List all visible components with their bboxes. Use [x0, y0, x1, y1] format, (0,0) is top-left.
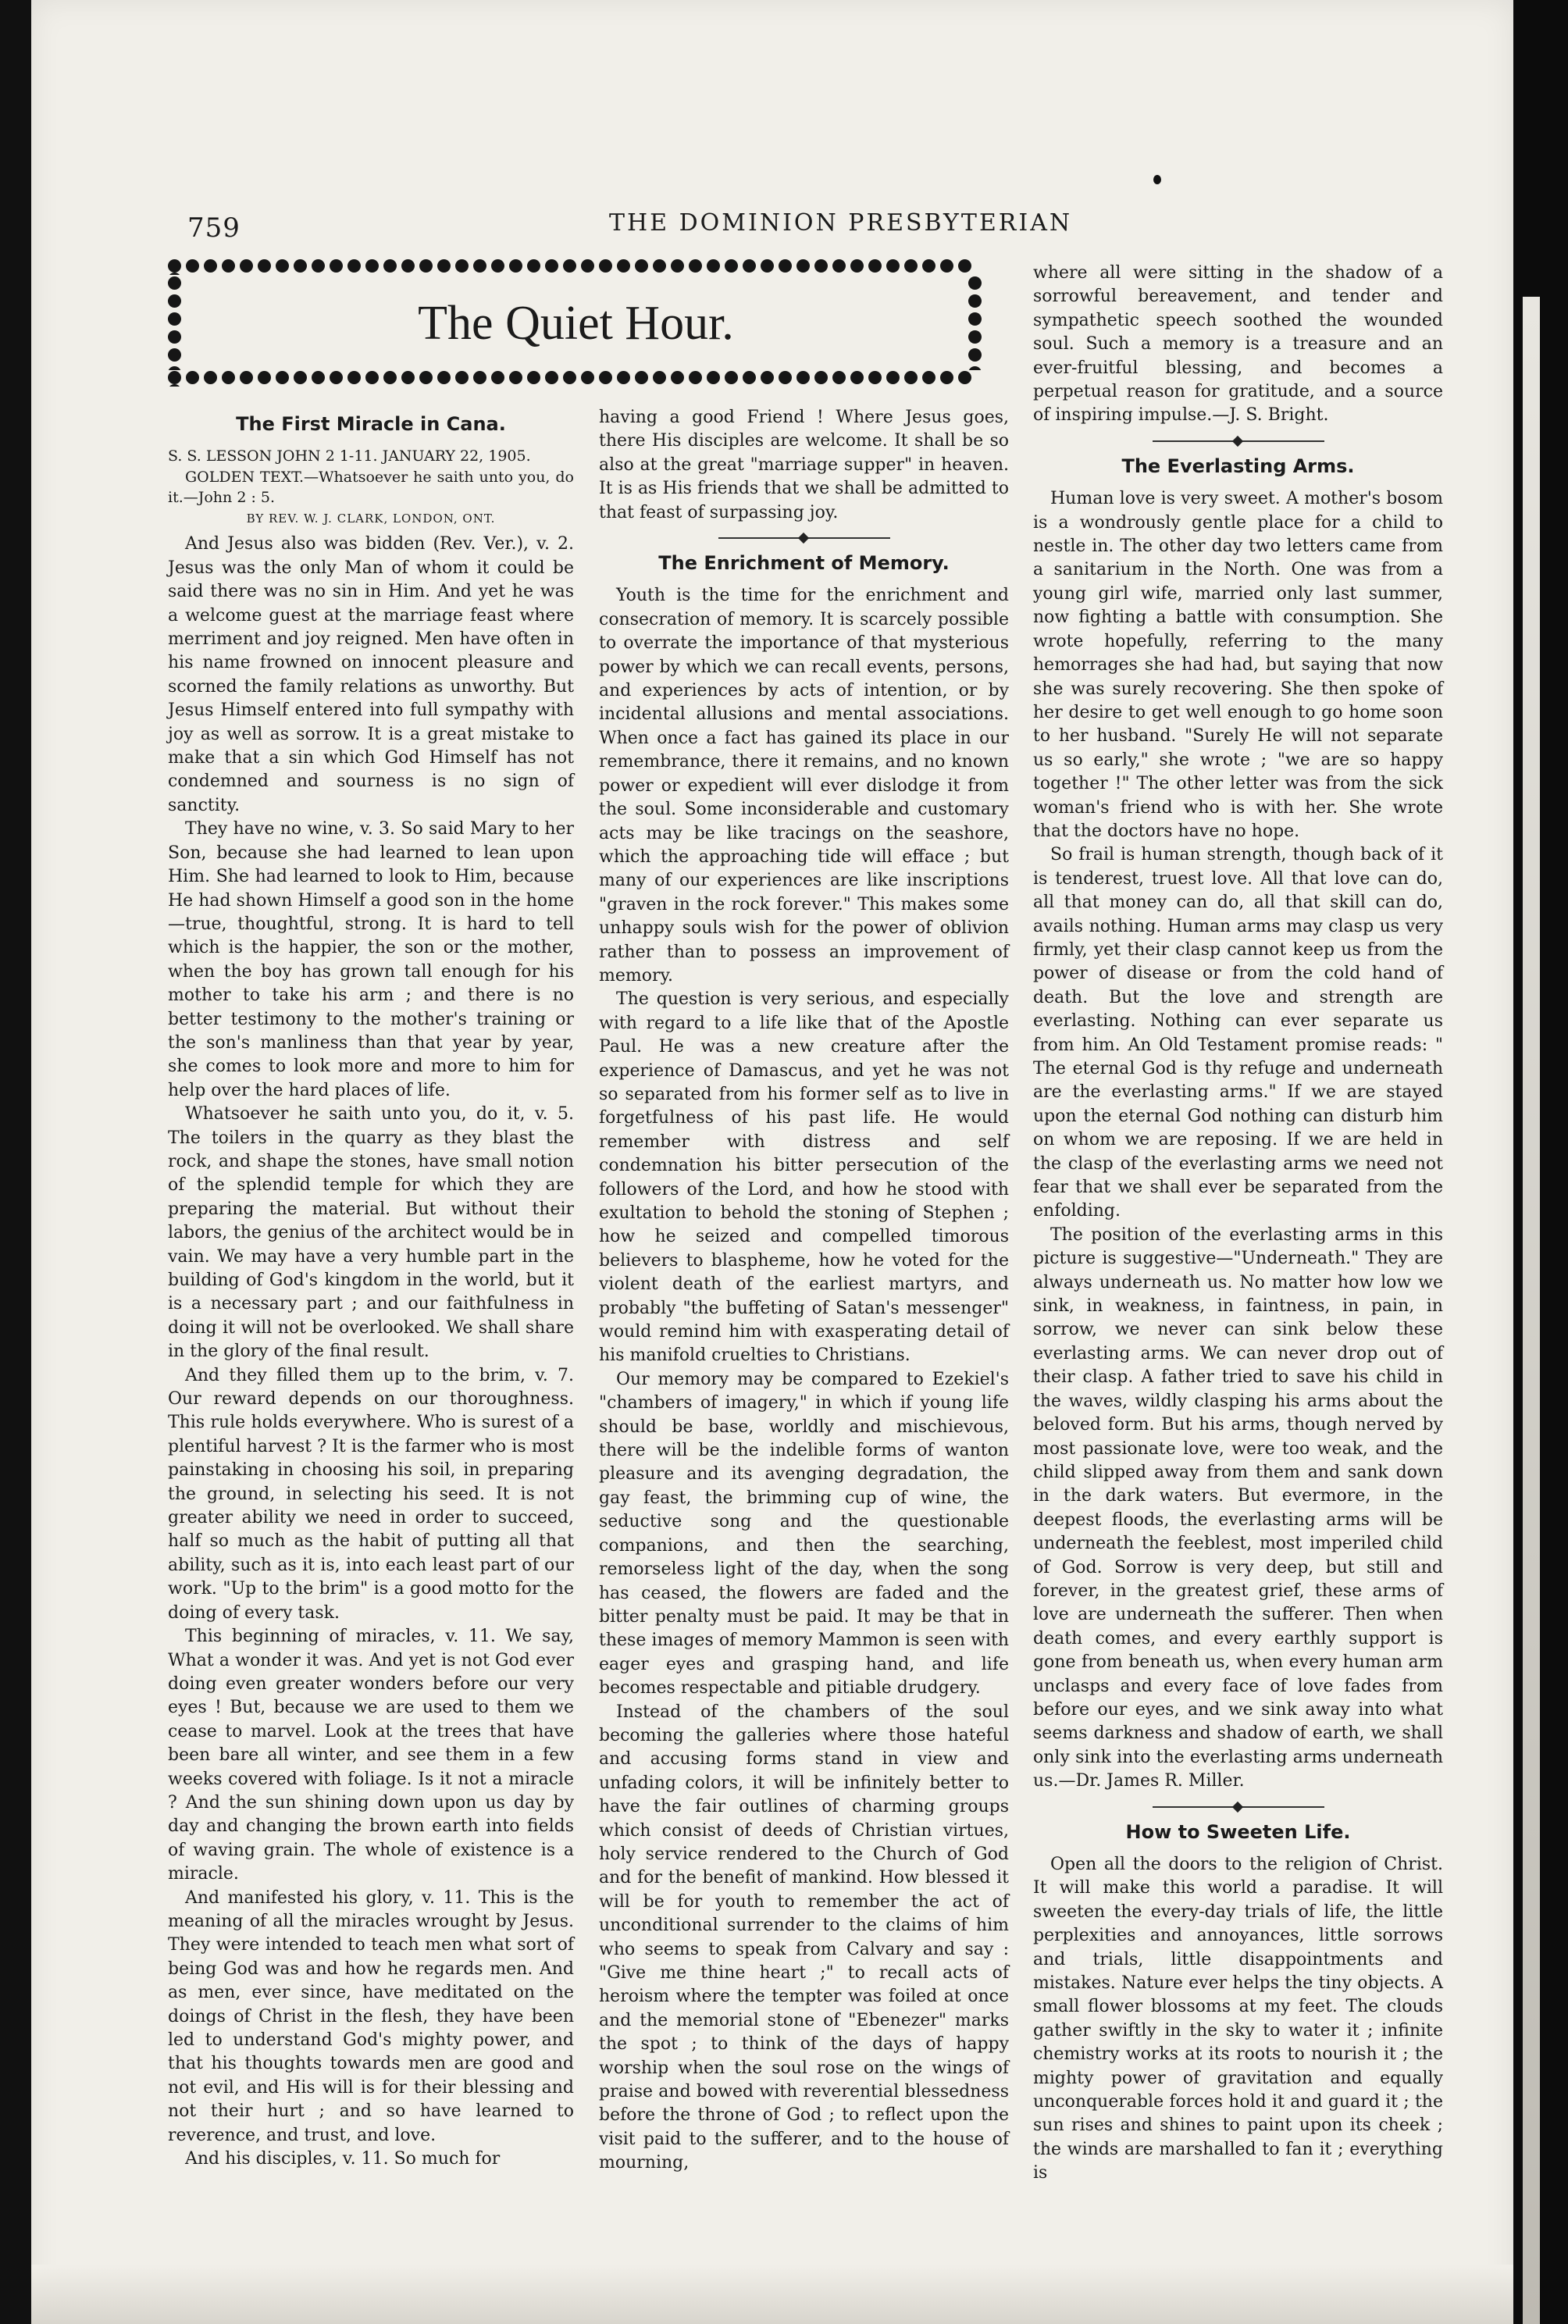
- border-dot: [455, 371, 469, 384]
- border-dot: [563, 259, 576, 273]
- paragraph: And manifested his glory, v. 11. This is the meaning of all the miracles wrought by Jesus. They were intended to teach men what sort of being God was and how he regards men. And as men, ever since, have meditated on the doings of Christ in the flesh, they have been led to understand God's mighty power, and that his thoughts towards men are good and not evil, and His will is for their blessing and not their hurt ; and so have learned to reverence, and trust, and love.: [168, 1887, 574, 2145]
- paragraph: And Jesus also was bidden (Rev. Ver.), v. 2. Jesus was the only Man of whom it could be said there was no sin in Him. And yet he was a welcome guest at the marriage feast where merriment and joy reigned. Men have often in his name frowned on innocent pleasure and scorned the family relations as unworthy. But Jesus Himself entered into full sympathy with joy as well as sorrow. It is a great mistake to make that a sin which God Himself has not condemned and sourness is no sign of sanctity.: [168, 534, 574, 815]
- border-dot: [796, 371, 810, 384]
- article-heading-sweeten-life: How to Sweeten Life.: [1125, 1820, 1351, 1843]
- paragraph: This beginning of miracles, v. 11. We say, What a wonder it was. And yet is not God ever doing even greater wonders before our very eyes ! But, because we are used to them we cease to marvel. Look at the trees that have been bare all winter, and see them in a few weeks covered with foliage. Is it not a miracle ? And the sun shining down upon us day by day and changing the brown earth into fields of waving grain. The whole of existence is a miracle.: [168, 1627, 574, 1884]
- border-dot: [330, 259, 343, 273]
- border-dot: [491, 259, 504, 273]
- scan-bottom-edge: [31, 2265, 1513, 2324]
- border-dot: [832, 259, 846, 273]
- border-dot: [473, 259, 486, 273]
- border-dot: [968, 348, 982, 362]
- border-dot: [761, 259, 774, 273]
- border-dot: [958, 259, 971, 273]
- border-dot: [509, 259, 522, 273]
- border-dot: [168, 366, 181, 370]
- border-dot: [491, 371, 504, 384]
- border-dot: [743, 259, 756, 273]
- border-dot: [240, 371, 253, 384]
- border-dot: [419, 371, 433, 384]
- paragraph: Instead of the chambers of the soul becoming the galleries where those hateful and accusing forms stand in view and unfading colors, it will be infinitely better to have the fair outlines of charming groups which consist of deeds of Christian virtues, holy service rendered to the Church of God and for the benefit of mankind. How blessed it will be for youth to remember the act of unconditional surrender to the claims of him who seems to speak from Calvary and say : "Give me thine heart ;" to recall acts of heroism where the tempter was foiled at once and the memorial stone of "Ebenezer" marks the spot ; to think of the days of happy worship when the soul rose on the wings of praise and bowed with reverential blessedness before the throne of God ; to reflect upon the visit paid to the sufferer, and to the house of mourning,: [599, 1702, 1009, 2173]
- border-dot: [707, 371, 720, 384]
- border-dot: [186, 371, 199, 384]
- border-dot: [814, 259, 828, 273]
- border-dot: [653, 259, 666, 273]
- border-dot: [581, 371, 594, 384]
- column-2: [599, 406, 1009, 2176]
- paragraph: Our memory may be compared to Ezekiel's "chambers of imagery," in which if young life should be base, worldly and mischievous, there will be the indelible forms of wanton pleasure and its avenging degradation, the gay feast, the brimming cup of wine, the seductive song and the questionable companions, and then the searching, remorseless light of the day, when the song has ceased, the flowers are faded and the bitter penalty must be paid. It may be that in these images of memory Mammon is seen with eager eyes and grasping hand, and life becomes respectable and pitiable drudgery.: [599, 1369, 1009, 1698]
- border-dot: [347, 371, 361, 384]
- border-dot: [258, 371, 271, 384]
- border-dot: [886, 259, 900, 273]
- paragraph: And his disciples, v. 11. So much for: [185, 2149, 501, 2169]
- border-dot: [276, 259, 289, 273]
- border-dot: [707, 259, 720, 273]
- paragraph-continuation: having a good Friend ! Where Jesus goes, there His disciples are welcome. It shall be so also at the great "marriage supper" in heaven. It is as His friends that we shall be admitted to that feast of surpassing joy.: [599, 408, 1009, 522]
- border-dot: [437, 371, 451, 384]
- paragraph: The position of the everlasting arms in this picture is suggestive—"Underneath." They are always underneath us. No matter how low we sink, in weakness, in faintness, in pain, in sorrow, we never can sink below these everlasting arms. We can never drop out of their clasp. A father tried to save his child in the waves, wildly clasping his arms about the beloved form. But his arms, though nerved by most passionate love, were too weak, and the child slipped away from them and sank down in the dark waters. But evermore, in the deepest floods, the everlasting arms will be underneath the feeblest, most imperiled child of God. Sorrow is very deep, but still and forever, in the greatest grief, these arms of love are underneath the sufferer. Then when death comes, and every earthly support is gone from beneath us, when every human arm unclasps and every face of love fades from before our eyes, and we sink away into what seems darkness and shadow of earth, we shall only sink into the everlasting arms underneath us.—Dr. James R. Miller.: [1033, 1224, 1443, 1791]
- border-dot: [527, 371, 540, 384]
- border-dot: [509, 371, 522, 384]
- border-dot: [365, 371, 379, 384]
- border-dot: [545, 259, 558, 273]
- border-dot: [868, 371, 882, 384]
- border-dot: [617, 371, 630, 384]
- border-dot: [599, 259, 612, 273]
- column-3: [1033, 262, 1443, 2186]
- border-dot: [168, 330, 181, 344]
- paragraph: So frail is human strength, though back of it is tenderest, truest love. All that love can do, all that money can do, all that skill can do, avails nothing. Human arms may clasp us very firmly, yet their clasp cannot keep us from the power of disease or from the cold hand of death. But the love and strength are everlasting. Nothing can ever separate us from him. An Old Testament promise reads: " The eternal God is thy refuge and underneath are the everlasting arms." If we are stayed upon the eternal God nothing can disturb him on whom we are reposing. If we are held in the clasp of the everlasting arms we need not fear that we shall ever be separated from the enfolding.: [1033, 845, 1443, 1221]
- border-dot: [968, 366, 982, 370]
- border-dot: [850, 259, 864, 273]
- paragraph: The question is very serious, and especially with regard to a life like that of the Apostle Paul. He was a new creature after the experience of Damascus, and yet he was not so separated from his former self as to live in forgetfulness of his past life. He would remember with distress and self condemnation his bitter persecution of the followers of the Lord, and how he stood with exultation to behold the stoning of Stephen ; how he seized and compelled timorous believers to blaspheme, how he voted for the violent death of the earliest martyrs, and probably "the buffeting of Satan's messenger" would remind him with exasperating detail of his manifold cruelties to Christians.: [599, 989, 1009, 1366]
- border-dot: [204, 371, 217, 384]
- border-dot: [671, 371, 684, 384]
- border-dot: [940, 259, 953, 273]
- border-dot: [240, 259, 253, 273]
- border-dot: [599, 371, 612, 384]
- border-dot: [222, 371, 235, 384]
- border-dot: [940, 371, 953, 384]
- border-dot: [347, 259, 361, 273]
- border-dot: [814, 371, 828, 384]
- border-dot: [689, 259, 702, 273]
- paragraph: Youth is the time for the enrichment and consecration of memory. It is scarcely possible to overrate the importance of that mysterious power by which we can recall events, persons, and experiences by acts of intention, or by incidental allusions and mental associations. When once a fact has gained its place in our remembrance, there it remains, and no known power or expedient will ever dislodge it from the soul. Some inconsiderable and customary acts may be like tracings on the seashore, which the approaching tide will efface ; but many of our experiences are like inscriptions "graven in the rock forever." This makes some unhappy souls wish for the power of oblivion rather than to possess an improvement of memory.: [599, 586, 1009, 986]
- border-dot: [581, 259, 594, 273]
- ornamental-rule: [1153, 440, 1324, 442]
- border-dot: [832, 371, 846, 384]
- border-dot: [886, 371, 900, 384]
- border-dot: [617, 259, 630, 273]
- ornamental-rule: [718, 537, 890, 539]
- border-dot: [671, 259, 684, 273]
- border-dot: [725, 259, 738, 273]
- lesson-reference: S. S. LESSON JOHN 2 1-11. JANUARY 22, 1905.: [168, 447, 531, 465]
- border-dot: [958, 371, 971, 384]
- border-dot: [473, 371, 486, 384]
- section-banner: [168, 259, 984, 387]
- border-dot: [168, 294, 181, 308]
- border-dot: [779, 371, 792, 384]
- paragraph: They have no wine, v. 3. So said Mary to her Son, because she had learned to lean upon Him. She had learned to look to Him, because He had shown Himself a good son in the home—true, thoughtful, strong. It is hard to tell which is the happier, the son or the mother, when the boy has grown tall enough for his mother to take his arm ; and there is no better testimony to the mother's training or the son's manliness than that year by year, she comes to look more and more to him for help over the hard places of life.: [168, 819, 574, 1100]
- border-dot: [312, 259, 325, 273]
- article-heading-everlasting-arms: The Everlasting Arms.: [1121, 454, 1355, 477]
- border-dot: [365, 259, 379, 273]
- paragraph: Human love is very sweet. A mother's bosom is a wondrously gentle place for a child to nestle in. The other day two letters came from a sanitarium in the North. One was from a young girl wife, married only last summer, now fighting a battle with consumption. She wrote hopefully, referring to the many hemorrages she had had, but saying that now she was surely recovering. She then spoke of her desire to get well enough to go home soon to her husband. "Surely He will not separate us so early," she wrote ; "we are so happy together !" The other letter was from the sick woman's friend who is with her. She wrote that the doctors have no hope.: [1033, 489, 1443, 841]
- border-dot: [796, 259, 810, 273]
- byline: BY REV. W. J. CLARK, LONDON, ONT.: [246, 511, 496, 526]
- border-dot: [330, 371, 343, 384]
- border-dot: [904, 371, 918, 384]
- border-dot: [653, 371, 666, 384]
- border-dot: [437, 259, 451, 273]
- border-dot: [258, 259, 271, 273]
- border-dot: [850, 371, 864, 384]
- border-dot: [904, 259, 918, 273]
- border-dot: [922, 371, 935, 384]
- banner-dot-border-bottom: [168, 371, 984, 387]
- border-dot: [168, 371, 181, 384]
- banner-dot-border-top: [168, 259, 984, 275]
- banner-dot-border-left: [168, 276, 184, 370]
- ink-speck: [1153, 175, 1161, 184]
- paragraph: And they filled them up to the brim, v. 7. Our reward depends on our thoroughness. This rule holds everywhere. Who is surest of a plentiful harvest ? It is the farmer who is most painstaking in choosing his soil, in preparing the ground, in selecting his seed. It is not greater ability we need in order to succeed, half so much as the habit of putting all that ability, such as it is, into each least part of our work. "Up to the brim" is a good motto for the doing of every task.: [168, 1365, 574, 1623]
- border-dot: [761, 371, 774, 384]
- section-title: The Quiet Hour.: [418, 297, 734, 350]
- border-dot: [527, 259, 540, 273]
- running-head: THE DOMINION PRESBYTERIAN: [609, 209, 1073, 237]
- border-dot: [922, 259, 935, 273]
- golden-text: GOLDEN TEXT.—Whatsoever he saith unto you, do it.—John 2 : 5.: [168, 469, 574, 507]
- border-dot: [222, 259, 235, 273]
- border-dot: [383, 259, 397, 273]
- border-dot: [968, 312, 982, 326]
- paragraph: Whatsoever he saith unto you, do it, v. 5. The toilers in the quarry as they blast the rock, and shape the stones, have small notion of the splendid temple for which they are preparing the material. But without their labors, the genius of the architect would be in vain. We may have a very humble part in the building of God's kingdom in the world, but it is a necessary part ; and our faithfulness in doing it will not be overlooked. We shall share in the glory of the final result.: [168, 1104, 574, 1362]
- scan-right-border: [1513, 0, 1568, 2324]
- column-1: [168, 406, 574, 2171]
- border-dot: [968, 294, 982, 308]
- border-dot: [168, 259, 181, 273]
- border-dot: [168, 384, 181, 387]
- border-dot: [968, 330, 982, 344]
- ornamental-rule: [1153, 1806, 1324, 1808]
- border-dot: [204, 259, 217, 273]
- page-number: 759: [187, 212, 241, 244]
- border-dot: [294, 259, 307, 273]
- paragraph: Open all the doors to the religion of Christ. It will make this world a paradise. It will sweeten the every-day trials of life, the little perplexities and annoyances, little sorrows and trials, little disappointments and mistakes. Nature ever helps the tiny objects. A small flower blossoms at my feet. The clouds gather swiftly in the sky to water it ; infinite chemistry works at its roots to nourish it ; the mighty power of gravitation and equally unconquerable forces hold it and guard it ; the sun rises and shines to paint upon its cheek ; the winds are marshalled to fan it ; everything is: [1033, 1855, 1443, 2183]
- article-heading-memory: The Enrichment of Memory.: [658, 552, 950, 575]
- border-dot: [168, 312, 181, 326]
- border-dot: [186, 259, 199, 273]
- border-dot: [563, 371, 576, 384]
- border-dot: [383, 371, 397, 384]
- banner-dot-border-right: [968, 276, 984, 370]
- border-dot: [635, 371, 648, 384]
- border-dot: [779, 259, 792, 273]
- border-dot: [868, 259, 882, 273]
- border-dot: [725, 371, 738, 384]
- paragraph-continuation: where all were sitting in the shadow of a sorrowful bereavement, and tender and sympathetic speech soothed the wounded soul. Such a memory is a treasure and an ever-fruitful blessing, and becomes a perpetual reason for gratitude, and a source of inspiring impulse.—J. S. Bright.: [1033, 263, 1443, 426]
- border-dot: [276, 371, 289, 384]
- border-dot: [168, 276, 181, 290]
- border-dot: [743, 371, 756, 384]
- border-dot: [419, 259, 433, 273]
- border-dot: [312, 371, 325, 384]
- border-dot: [168, 273, 181, 275]
- border-dot: [401, 371, 415, 384]
- border-dot: [635, 259, 648, 273]
- border-dot: [294, 371, 307, 384]
- border-dot: [689, 371, 702, 384]
- border-dot: [545, 371, 558, 384]
- border-dot: [168, 348, 181, 362]
- border-dot: [455, 259, 469, 273]
- border-dot: [968, 276, 982, 290]
- border-dot: [401, 259, 415, 273]
- scan-next-page-edge: [1523, 297, 1540, 2324]
- article-heading-first-miracle: The First Miracle in Cana.: [236, 413, 506, 435]
